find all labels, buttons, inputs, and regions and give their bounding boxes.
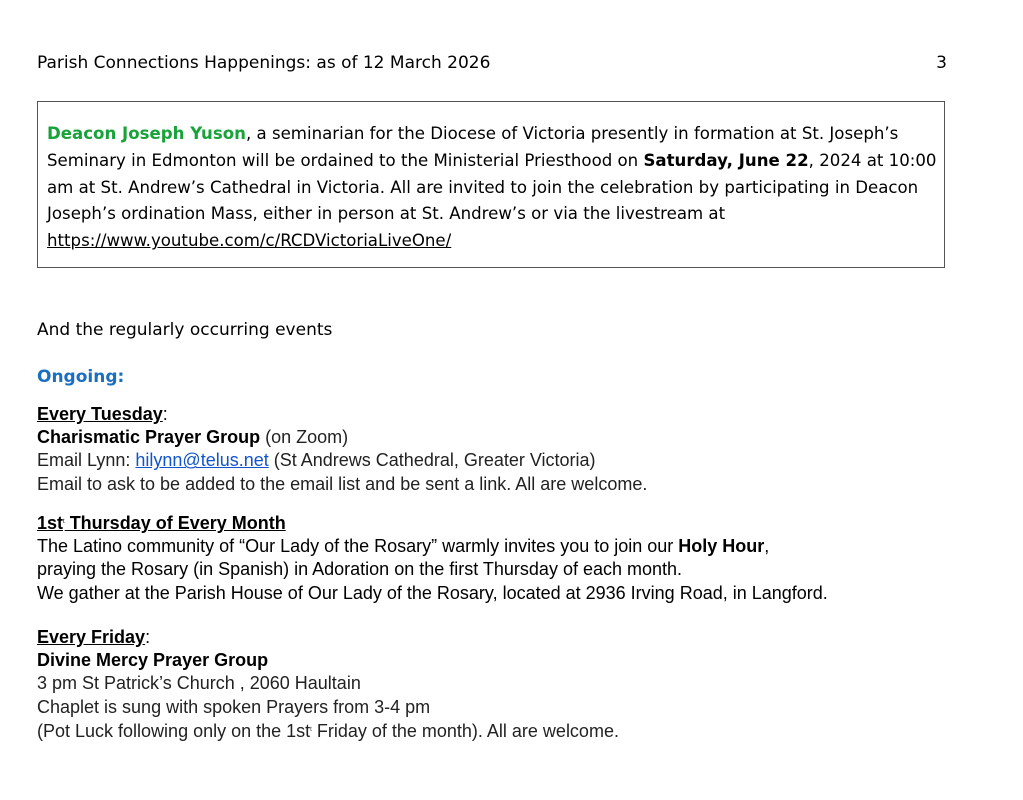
friday-line1: 3 pm St Patrick’s Church , 2060 Haultain: [37, 673, 361, 694]
livestream-link[interactable]: https://www.youtube.com/c/RCDVictoriaLiveOne/: [47, 231, 452, 251]
friday-colon: :: [145, 627, 151, 647]
thursday-line3: We gather at the Parish House of Our Lady of the Rosary, located at 2936 Irving Road, in Langford.: [37, 582, 828, 603]
friday-line3-b: Friday of the month). All are welcome.: [311, 720, 619, 741]
announcement-text-1: , a seminarian for the Diocese of Victoria presently in formation at St. Joseph’s Seminary in Edmonton will be ordained to the Ministerial Priesthood on: [47, 124, 899, 170]
charismatic-group-name: Charismatic Prayer Group: [37, 427, 261, 448]
friday-heading: Every Friday: [37, 627, 146, 647]
friday-line2: Chaplet is sung with spoken Prayers from 3-4 pm: [37, 696, 431, 717]
tuesday-line3: Email to ask to be added to the email list and be sent a link. All are welcome.: [37, 473, 648, 494]
page-number: 3: [936, 53, 947, 73]
divine-mercy-group-name: Divine Mercy Prayer Group: [37, 650, 269, 671]
friday-line3-a: (Pot Luck following only on the 1st: [37, 720, 311, 741]
thursday-heading-b: Thursday of Every Month: [64, 513, 286, 533]
tuesday-section: [37, 403, 647, 496]
friday-sup: t: [310, 726, 312, 733]
thursday-line1-a: The Latino community of “Our Lady of the Rosary” warmly invites you to join our: [37, 536, 679, 557]
email-prefix: Email Lynn:: [37, 450, 136, 471]
thursday-heading-a: 1st: [37, 513, 64, 533]
intro-text: And the regularly occurring events: [37, 320, 333, 340]
tuesday-heading: Every Tuesday: [37, 404, 163, 424]
thursday-line1-b: ,: [764, 536, 770, 557]
page-header: [37, 52, 947, 74]
ongoing-heading: Ongoing:: [37, 367, 125, 387]
email-suffix: (St Andrews Cathedral, Greater Victoria): [268, 450, 596, 471]
header-title: Parish Connections Happenings: as of 12 March 2026: [37, 53, 491, 73]
thursday-sup: t: [63, 519, 65, 525]
thursday-line2: praying the Rosary (in Spanish) in Adoration on the first Thursday of each month.: [37, 559, 683, 580]
holy-hour: Holy Hour: [678, 536, 765, 557]
tuesday-colon: :: [162, 404, 168, 424]
thursday-section: [37, 511, 828, 605]
announcement-text-2: , 2024 at 10:00 am at St. Andrew’s Cathedral in Victoria. All are invited to join the celebration by participating in Deacon Joseph’s ordination Mass, either in person at St. Andrew’s or via the livestream at: [47, 150, 937, 224]
ordination-date: Saturday, June 22: [643, 150, 809, 170]
friday-section: [37, 626, 619, 743]
charismatic-group-note: (on Zoom): [260, 427, 349, 448]
announcement-text: [47, 121, 939, 255]
deacon-name: Deacon Joseph Yuson: [47, 124, 246, 143]
email-link[interactable]: hilynn@telus.net: [135, 450, 269, 471]
